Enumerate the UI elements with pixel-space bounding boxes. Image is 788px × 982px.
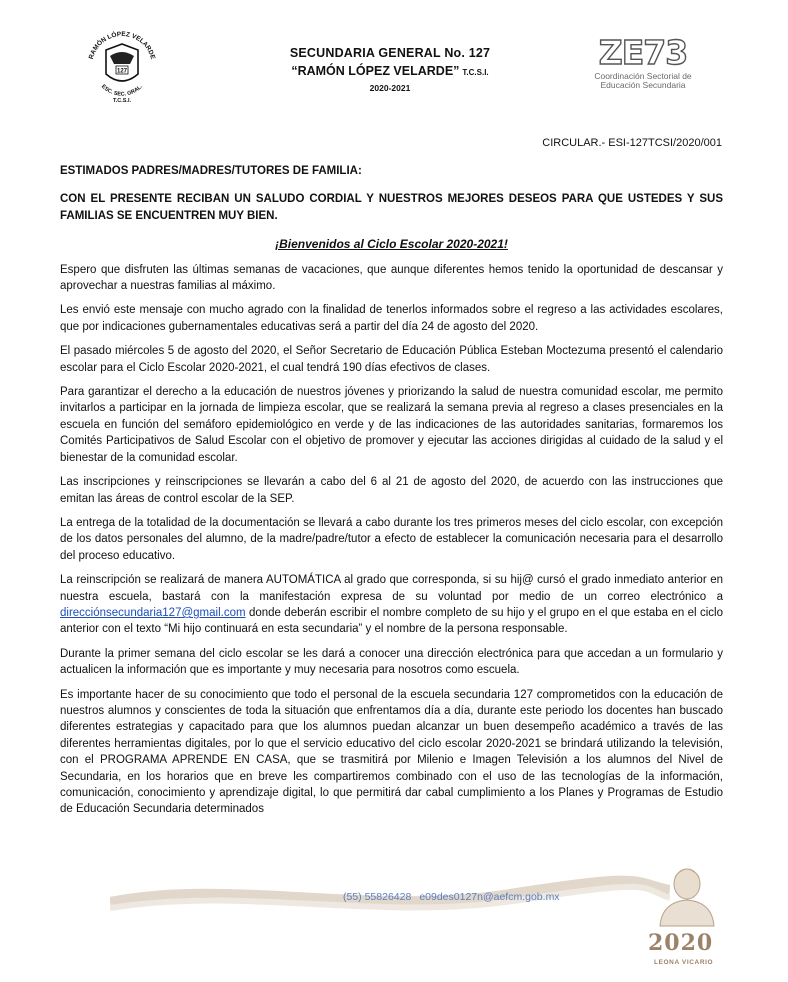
greeting: ESTIMADOS PADRES/MADRES/TUTORES DE FAMILIA: [60, 165, 362, 177]
reinscription-text-end: donde deberán escribir el nombre completo de su hijo y el grupo en el que estaba en el ciclo anterior con el texto “Mi hijo continuará en esta secundaria” y el nombre de la persona responsable. [60, 606, 723, 636]
circular-number: CIRCULAR.- ESI-127TCSI/2020/001 [542, 137, 722, 149]
reinscription-text-start: La reinscripción se realizará de manera AUTOMÁTICA al grado que corresponda, si su hij@ cursó el grado inmediato anterior en nuestra escuela, bastará con la manifestación expresa de su voluntad por medio de un correo electrónico a [60, 574, 723, 603]
crest-shield-number: 127 [116, 68, 128, 75]
ze73-mark-text: ZE73 [598, 34, 688, 70]
paragraph-form: Durante la primer semana del ciclo escolar se les dará a conocer una dirección electrónica para que accedan a un formulario y actualicen la información que es importante y muy necesaria para nosotros como escuela. [60, 647, 723, 677]
crest-base-text: T.C.S.I. [112, 98, 132, 104]
crest-bottom-text: ESC. SEC. GRAL. [100, 83, 144, 98]
crest-arc-text: RAMÓN LÓPEZ VELARDE [87, 30, 157, 61]
letter-body [60, 163, 723, 826]
letterhead [0, 0, 788, 120]
welcome-heading: ¡Bienvenidos al Ciclo Escolar 2020-2021! [275, 237, 508, 252]
school-email-link[interactable]: direcciónsecundaria127@gmail.com [60, 606, 246, 619]
leona-vicario-portrait [642, 862, 732, 974]
school-subtitle-name: “RAMÓN LÓPEZ VELARDE” [291, 64, 460, 78]
paragraph-cleaning: Para garantizar el derecho a la educación de nuestros jóvenes y priorizando la salud de nuestra comunidad escolar, me permito invitarlos a participar en la jornada de limpieza escolar, que se realizará la semana previa al regreso a clases presenciales en la escuela en función del semáforo epidemiológico en verde y de las indicaciones de las autoridades sanitarias, formaremos los Comités Participativos de Salud Escolar con el objetivo de promover y ejecutar las acciones dirigidas al cuidado de la salud y el bienestar de la comunidad escolar. [60, 386, 723, 464]
school-year: 2020-2021 [369, 83, 411, 93]
ze73-logo [582, 34, 704, 90]
ze73-caption-line1: Coordinación Sectorial de [594, 71, 692, 81]
school-name: SECUNDARIA GENERAL No. 127 [289, 46, 491, 60]
salutation: CON EL PRESENTE RECIBAN UN SALUDO CORDIAL Y NUESTROS MEJORES DESEOS PARA QUE USTEDES Y SUS FAMILIAS SE ENCUENTREN MUY BIEN. [60, 193, 723, 222]
ze73-mark [582, 34, 704, 70]
paragraph-aprende-en-casa: Es importante hacer de su conocimiento que todo el personal de la escuela secundaria 127 comprometidos con la educación de nuestros alumnos y conscientes de toda la situación que enfrentamos día a día, durante este periodo los docentes han buscado diferentes estrategias y capacitado para que los alumnos puedan alcanzar un buen desempeño académico a través de las diferentes herramientas digitales, por lo que el servicio educativo del ciclo escolar 2020-2021 se brindará utilizando la televisión, con el PROGRAMA APRENDE EN CASA, que se trasmitirá por Milenio e Imagen Televisión a los alumnos del Nivel de Secundaria, en los horarios que en breve les compartiremos combinado con el uso de las tecnologías de la información, comunicación, conocimiento y aprendizaje digital, lo que permitirá dar cabal cumplimiento a los Planes y Programas de Estudio de Educación Secundaria determinados [60, 688, 723, 816]
school-subtitle-suffix: T.C.S.I. [462, 68, 489, 77]
ze73-caption-line2: Educación Secundaria [600, 80, 686, 90]
footer-phone: (55) 55826428 [343, 891, 412, 903]
svg-text:ESC. SEC. GRAL. [100, 84, 144, 98]
paragraph-vacations: Espero que disfruten las últimas semanas de vacaciones, que aunque diferentes hemos tenido la oportunidad de descansar y aprovechar a nuestras familias al máximo. [60, 263, 723, 293]
school-subtitle [240, 64, 540, 78]
paragraph-inscriptions: Las inscripciones y reinscripciones se llevarán a cabo del 6 al 21 de agosto del 2020, de acuerdo con las instrucciones que emitan las áreas de control escolar de la SEP. [60, 476, 723, 505]
leona-name: LEONA VICARIO [654, 959, 714, 966]
paragraph-documents: La entrega de la totalidad de la documentación se llevará a cabo durante los tres primeros meses del ciclo escolar, con excepción de los datos personales del alumno, de la madre/padre/tutor a efecto de establecer la comunicación necesaria para el desarrollo del proceso educativo. [60, 516, 723, 562]
footer-contact [343, 891, 568, 903]
leona-year: 2020 [648, 930, 714, 956]
school-crest-logo [84, 26, 160, 106]
school-title-block [240, 46, 540, 93]
paragraph-return-date: Les envió este mensaje con mucho agrado con la finalidad de tenerlos informados sobre el regreso a las actividades escolares, que por indicaciones gubernamentales educativas será a partir del día 24 de agosto del 2020. [60, 304, 723, 333]
paragraph-reinscription [60, 572, 723, 638]
paragraph-calendar: El pasado miércoles 5 de agosto del 2020, el Señor Secretario de Educación Pública Esteban Moctezuma presentó el calendario escolar para el Ciclo Escolar 2020-2021, el cual tendrá 190 días efectivos de clases. [60, 345, 723, 374]
footer-email[interactable]: e09des0127n@aefcm.gob.mx [419, 891, 560, 903]
